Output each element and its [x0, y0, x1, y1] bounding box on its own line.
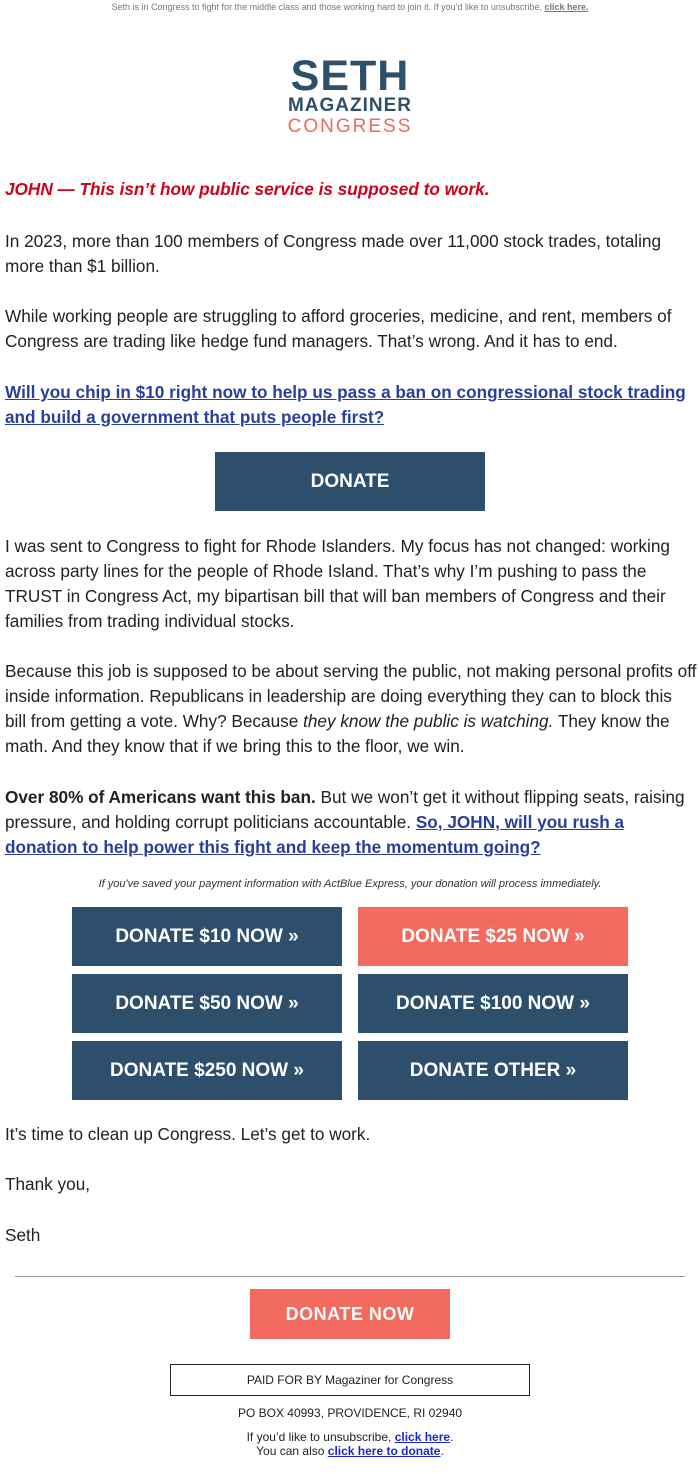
- paragraph-over-80: [5, 785, 697, 860]
- footer-address: PO BOX 40993, PROVIDENCE, RI 02940: [237, 1406, 463, 1420]
- footer-donate-text: You can also: [256, 1444, 325, 1458]
- p5-text: But we won’t get it without flipping seats, raising pressure, and holding corrupt politicians accountable.: [5, 787, 685, 832]
- actblue-express-note: If you've saved your payment information with ActBlue Express, your donation will process immediately.: [98, 878, 602, 890]
- thanks-line: Thank you,: [5, 1174, 91, 1194]
- footer-donate: [0, 1445, 700, 1458]
- logo-congress: CONGRESS: [287, 116, 413, 137]
- footer-unsubscribe-link[interactable]: click here: [394, 1430, 451, 1444]
- p5-bold: Over 80% of Americans want this ban.: [5, 787, 316, 807]
- preheader-unsubscribe-link[interactable]: click here.: [544, 2, 589, 12]
- paragraph-working-people: While working people are struggling to afford groceries, medicine, and rent, members of Congress are trading like hedge fund managers. That’s wrong. And it has to end.: [5, 306, 672, 351]
- footer-donate-link[interactable]: click here to donate: [327, 1444, 441, 1458]
- paid-for-box: PAID FOR BY Magaziner for Congress: [170, 1364, 530, 1396]
- closing-line: It’s time to clean up Congress. Let’s get to work.: [5, 1124, 371, 1144]
- donate-other-button[interactable]: DONATE OTHER »: [358, 1041, 628, 1100]
- preheader: [0, 0, 700, 14]
- chip-in-link[interactable]: Will you chip in $10 right now to help us pass a ban on congressional stock trading and build a government that puts people first?: [5, 382, 686, 427]
- p4-text-a: Because this job is supposed to be about serving the public, not making personal profits off inside information. Republicans in leadership are doing everything they can to block this bill from getting a vote. Why? Because: [5, 661, 697, 731]
- headline: JOHN — This isn’t how public service is supposed to work.: [5, 179, 490, 199]
- logo-seth: SETH: [290, 52, 410, 100]
- preheader-text: Seth is in Congress to fight for the middle class and those working hard to join it. If you'd like to unsubscribe,: [111, 2, 542, 12]
- paragraph-stock-trades: In 2023, more than 100 members of Congress made over 11,000 stock trades, totaling more than $1 billion.: [5, 231, 662, 276]
- paragraph-serving-public: [5, 659, 697, 759]
- divider: [15, 1276, 685, 1277]
- donate-100-button[interactable]: DONATE $100 NOW »: [358, 974, 628, 1033]
- p4-emphasis: they know the public is watching.: [303, 711, 554, 731]
- donate-25-button[interactable]: DONATE $25 NOW »: [358, 907, 628, 966]
- donate-10-button[interactable]: DONATE $10 NOW »: [72, 907, 342, 966]
- footer-donate-period: .: [440, 1444, 444, 1458]
- donate-now-button[interactable]: DONATE NOW: [250, 1289, 450, 1339]
- donate-button[interactable]: DONATE: [215, 452, 485, 511]
- rush-donation-link[interactable]: So, JOHN, will you rush a donation to help power this fight and keep the momentum going?: [5, 812, 625, 857]
- signature: Seth: [5, 1225, 41, 1245]
- ask-paragraph: [5, 380, 697, 430]
- p4-text-b: They know the math. And they know that if we bring this to the floor, we win.: [5, 711, 670, 756]
- footer-unsub-period: .: [450, 1430, 454, 1444]
- footer-unsubscribe: [0, 1431, 700, 1444]
- footer-unsub-text: If you’d like to unsubscribe,: [246, 1430, 392, 1444]
- paragraph-trust-act: I was sent to Congress to fight for Rhode Islanders. My focus has not changed: working across party lines for the people of Rhode Island. That’s why I’m pushing to pass the TRUST in Congress Act, my bipartisan bill that will ban members of Congress and their families from trading individual stocks.: [5, 536, 670, 631]
- donate-250-button[interactable]: DONATE $250 NOW »: [72, 1041, 342, 1100]
- donate-amount-grid: [72, 907, 628, 1100]
- donate-50-button[interactable]: DONATE $50 NOW »: [72, 974, 342, 1033]
- logo-magaziner: MAGAZINER: [287, 95, 413, 116]
